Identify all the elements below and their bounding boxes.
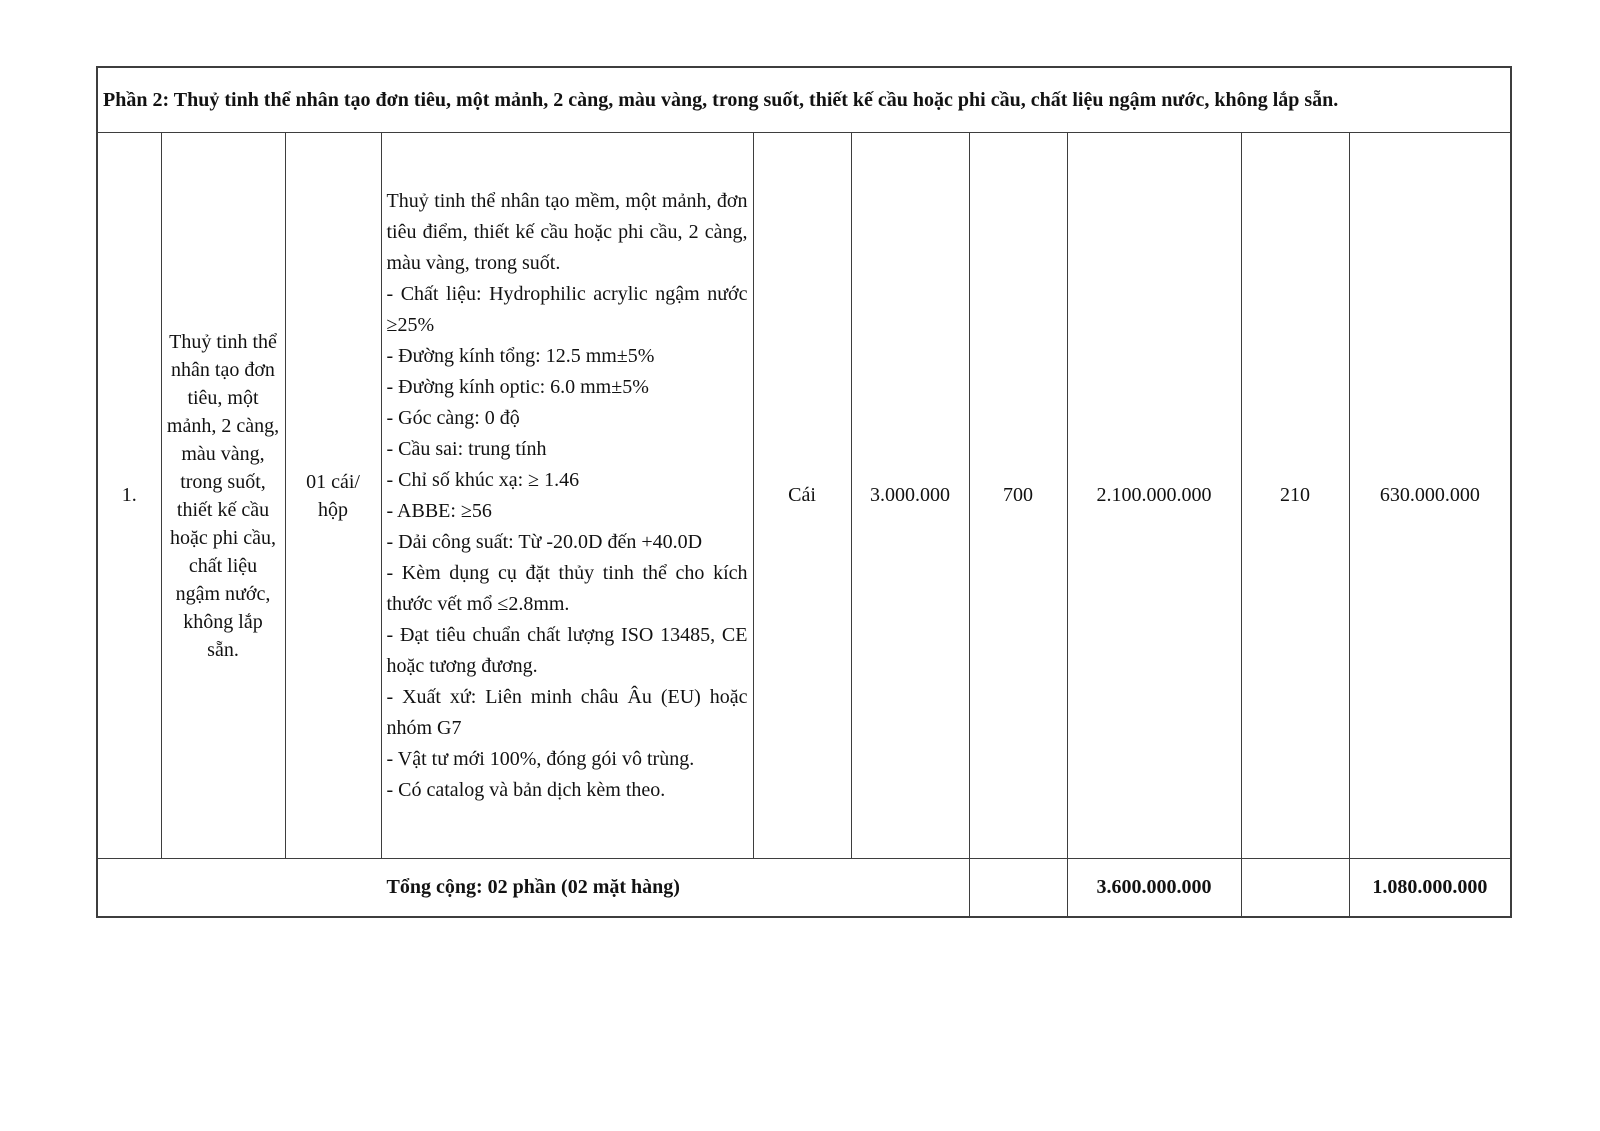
section-header-row [97,67,1511,133]
spec-line: - Đường kính optic: 6.0 mm±5% [386,375,649,398]
procurement-table [96,66,1512,918]
spec-line: - Có catalog và bản dịch kèm theo. [386,778,666,801]
spec-line: - Cầu sai: trung tính [386,437,547,460]
spec-line: - Xuất xứ: Liên minh châu Âu (EU) hoặc nhóm G7 [386,685,748,739]
spec-line: - Vật tư mới 100%, đóng gói vô trùng. [386,747,695,770]
spec-line: - Kèm dụng cụ đặt thủy tinh thể cho kích thước vết mổ ≤2.8mm. [386,561,748,615]
spec-line: - Đạt tiêu chuẩn chất lượng ISO 13485, CE hoặc tương đương. [386,623,748,677]
spec-intro: Thuỷ tinh thể nhân tạo mềm, một mảnh, đơn tiêu điểm, thiết kế cầu hoặc phi cầu, 2 càng, màu vàng, trong suốt. [386,189,748,274]
spec-line: - Chỉ số khúc xạ: ≥ 1.46 [386,468,580,491]
section-title: Phần 2: Thuỷ tinh thể nhân tạo đơn tiêu, một mảnh, 2 càng, màu vàng, trong suốt, thiết kế cầu hoặc phi cầu, chất liệu ngậm nước, không lắp sẵn. [97,67,1511,133]
row-index-cell: 1. [97,133,161,859]
total-amount-2-cell: 1.080.000.000 [1349,859,1511,917]
amount-1-cell: 2.100.000.000 [1067,133,1241,859]
total-amount-1-cell: 3.600.000.000 [1067,859,1241,917]
amount-2-cell: 630.000.000 [1349,133,1511,859]
quantity-2-cell: 210 [1241,133,1349,859]
packing-spec-cell: 01 cái/ hộp [285,133,381,859]
total-label-cell: Tổng cộng: 02 phần (02 mặt hàng) [97,859,969,917]
total-empty-cell-2 [1241,859,1349,917]
total-empty-cell-1 [969,859,1067,917]
quantity-1-cell: 700 [969,133,1067,859]
spec-line: - ABBE: ≥56 [386,499,492,522]
table-row [97,133,1511,859]
unit-cell: Cái [753,133,851,859]
spec-line: - Dải công suất: Từ -20.0D đến +40.0D [386,530,703,553]
item-name-cell: Thuỷ tinh thể nhân tạo đơn tiêu, một mảnh, 2 càng, màu vàng, trong suốt, thiết kế cầu hoặc phi cầu, chất liệu ngậm nước, không lắp sẵn. [161,133,285,859]
spec-line: - Góc càng: 0 độ [386,406,520,429]
total-row [97,859,1511,917]
spec-line: - Đường kính tổng: 12.5 mm±5% [386,344,655,367]
spec-line: - Chất liệu: Hydrophilic acrylic ngậm nước ≥25% [386,282,748,336]
technical-spec-cell [381,133,753,859]
unit-price-cell: 3.000.000 [851,133,969,859]
